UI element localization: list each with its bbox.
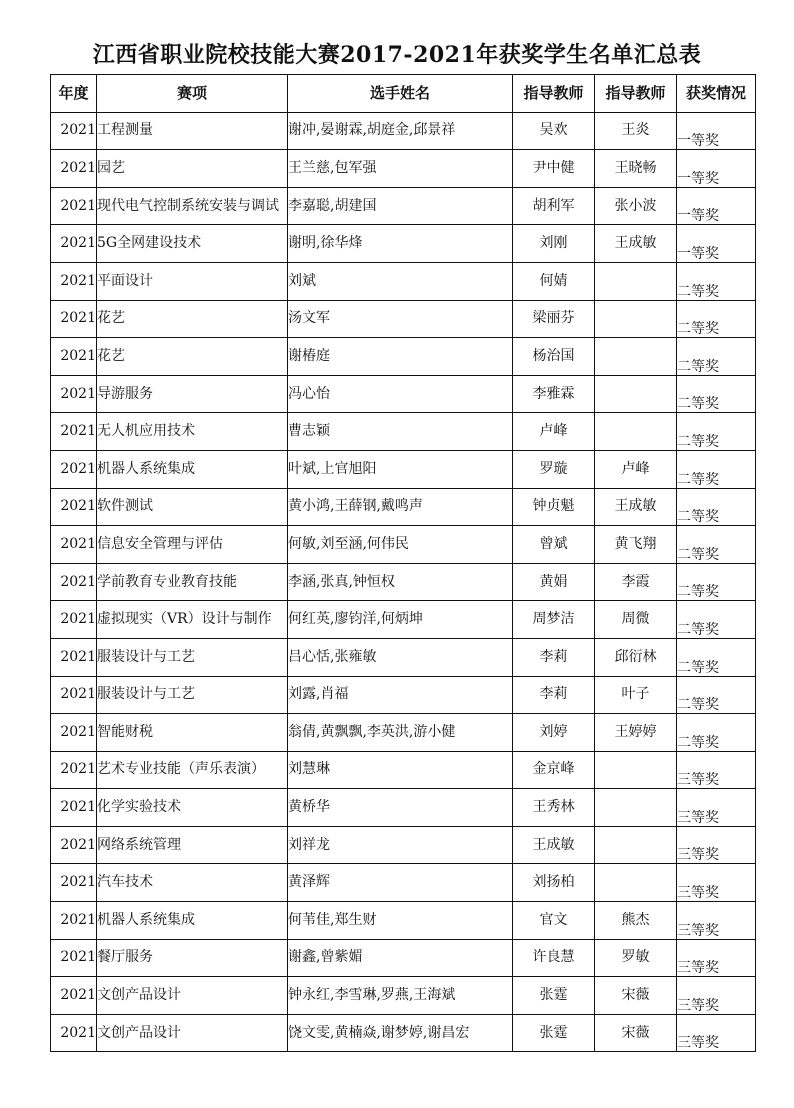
cell-award: 二等奖 [677, 300, 756, 338]
cell-award: 二等奖 [677, 413, 756, 451]
cell-award: 三等奖 [677, 751, 756, 789]
table-row [51, 526, 756, 564]
cell-year: 2021 [51, 300, 97, 338]
cell-names: 刘慧琳 [288, 751, 513, 789]
cell-award: 二等奖 [677, 450, 756, 488]
cell-teacher-1: 杨治国 [513, 338, 595, 376]
page-title: 江西省职业院校技能大赛2017-2021年获奖学生名单汇总表 [92, 42, 702, 68]
cell-teacher-2: 宋薇 [595, 1014, 677, 1052]
cell-year: 2021 [51, 338, 97, 376]
cell-teacher-2: 王炎 [595, 112, 677, 150]
cell-year: 2021 [51, 375, 97, 413]
cell-teacher-1: 许良慧 [513, 939, 595, 977]
cell-event: 网络系统管理 [97, 826, 288, 864]
table-body [51, 112, 756, 1052]
cell-event: 餐厅服务 [97, 939, 288, 977]
cell-teacher-1: 卢峰 [513, 413, 595, 451]
cell-award: 二等奖 [677, 338, 756, 376]
cell-year: 2021 [51, 977, 97, 1015]
cell-year: 2021 [51, 187, 97, 225]
cell-names: 谢鑫,曾紫媚 [288, 939, 513, 977]
cell-award: 一等奖 [677, 225, 756, 263]
table-row [51, 939, 756, 977]
cell-teacher-2 [595, 751, 677, 789]
cell-event: 文创产品设计 [97, 977, 288, 1015]
cell-teacher-2 [595, 789, 677, 827]
header-names: 选手姓名 [288, 75, 513, 113]
header-award: 获奖情况 [677, 75, 756, 113]
cell-year: 2021 [51, 826, 97, 864]
cell-event: 服装设计与工艺 [97, 638, 288, 676]
cell-teacher-2 [595, 338, 677, 376]
cell-names: 谢冲,晏谢霖,胡庭金,邱景祥 [288, 112, 513, 150]
cell-event: 智能财税 [97, 714, 288, 752]
table-row [51, 601, 756, 639]
cell-names: 谢椿庭 [288, 338, 513, 376]
cell-year: 2021 [51, 262, 97, 300]
cell-teacher-1: 刘扬柏 [513, 864, 595, 902]
header-event: 赛项 [97, 75, 288, 113]
cell-teacher-2 [595, 826, 677, 864]
awards-table [50, 74, 756, 1052]
cell-year: 2021 [51, 563, 97, 601]
cell-year: 2021 [51, 488, 97, 526]
cell-teacher-1: 黄娟 [513, 563, 595, 601]
cell-award: 二等奖 [677, 676, 756, 714]
cell-teacher-1: 李莉 [513, 638, 595, 676]
cell-year: 2021 [51, 714, 97, 752]
cell-teacher-1: 钟贞魁 [513, 488, 595, 526]
cell-teacher-1: 王秀林 [513, 789, 595, 827]
table-row [51, 488, 756, 526]
cell-event: 导游服务 [97, 375, 288, 413]
cell-names: 何敏,刘至涵,何伟民 [288, 526, 513, 564]
cell-names: 冯心怡 [288, 375, 513, 413]
cell-event: 机器人系统集成 [97, 450, 288, 488]
cell-year: 2021 [51, 789, 97, 827]
cell-award: 三等奖 [677, 826, 756, 864]
cell-teacher-1: 官文 [513, 902, 595, 940]
cell-teacher-2: 黄飞翔 [595, 526, 677, 564]
cell-teacher-2: 周微 [595, 601, 677, 639]
cell-award: 一等奖 [677, 150, 756, 188]
cell-event: 文创产品设计 [97, 1014, 288, 1052]
cell-names: 黄泽辉 [288, 864, 513, 902]
cell-award: 三等奖 [677, 1014, 756, 1052]
cell-names: 刘斌 [288, 262, 513, 300]
cell-event: 花艺 [97, 300, 288, 338]
table-row [51, 150, 756, 188]
cell-teacher-2: 王晓畅 [595, 150, 677, 188]
table-row [51, 563, 756, 601]
table-row [51, 789, 756, 827]
cell-teacher-1: 张霆 [513, 977, 595, 1015]
cell-names: 黄桥华 [288, 789, 513, 827]
header-row [51, 75, 756, 113]
table-row [51, 977, 756, 1015]
cell-teacher-2 [595, 864, 677, 902]
cell-teacher-2 [595, 262, 677, 300]
cell-teacher-2: 王婷婷 [595, 714, 677, 752]
cell-event: 服装设计与工艺 [97, 676, 288, 714]
table-row [51, 375, 756, 413]
cell-award: 二等奖 [677, 526, 756, 564]
cell-year: 2021 [51, 1014, 97, 1052]
cell-event: 化学实验技术 [97, 789, 288, 827]
cell-names: 饶文雯,黄楠焱,谢梦婷,谢昌宏 [288, 1014, 513, 1052]
cell-award: 二等奖 [677, 262, 756, 300]
cell-event: 汽车技术 [97, 864, 288, 902]
cell-teacher-1: 王成敏 [513, 826, 595, 864]
cell-year: 2021 [51, 902, 97, 940]
cell-event: 现代电气控制系统安装与调试 [97, 187, 288, 225]
cell-names: 吕心恬,张雍敏 [288, 638, 513, 676]
cell-award: 三等奖 [677, 789, 756, 827]
cell-year: 2021 [51, 150, 97, 188]
cell-teacher-2: 宋薇 [595, 977, 677, 1015]
table-row [51, 300, 756, 338]
cell-year: 2021 [51, 864, 97, 902]
cell-award: 三等奖 [677, 939, 756, 977]
cell-teacher-2: 邱衍林 [595, 638, 677, 676]
cell-teacher-1: 周梦洁 [513, 601, 595, 639]
cell-names: 李涵,张真,钟恒权 [288, 563, 513, 601]
cell-teacher-2: 叶子 [595, 676, 677, 714]
cell-teacher-1: 罗璇 [513, 450, 595, 488]
table-row [51, 714, 756, 752]
cell-names: 翁倩,黄飘飘,李英洪,游小健 [288, 714, 513, 752]
cell-year: 2021 [51, 638, 97, 676]
cell-names: 曹志颖 [288, 413, 513, 451]
cell-names: 谢明,徐华烽 [288, 225, 513, 263]
cell-event: 艺术专业技能（声乐表演） [97, 751, 288, 789]
cell-event: 无人机应用技术 [97, 413, 288, 451]
cell-year: 2021 [51, 413, 97, 451]
cell-event: 学前教育专业教育技能 [97, 563, 288, 601]
cell-teacher-2 [595, 300, 677, 338]
cell-teacher-1: 刘刚 [513, 225, 595, 263]
table-row [51, 450, 756, 488]
table-row [51, 676, 756, 714]
cell-teacher-2 [595, 375, 677, 413]
cell-teacher-1: 胡利军 [513, 187, 595, 225]
table-row [51, 262, 756, 300]
cell-year: 2021 [51, 526, 97, 564]
cell-award: 二等奖 [677, 563, 756, 601]
cell-year: 2021 [51, 112, 97, 150]
cell-award: 一等奖 [677, 187, 756, 225]
cell-event: 机器人系统集成 [97, 902, 288, 940]
cell-award: 二等奖 [677, 488, 756, 526]
header-teacher-2: 指导教师 [595, 75, 677, 113]
table-row [51, 826, 756, 864]
table-row [51, 638, 756, 676]
cell-award: 三等奖 [677, 977, 756, 1015]
cell-teacher-1: 曾斌 [513, 526, 595, 564]
cell-names: 王兰慈,包军强 [288, 150, 513, 188]
cell-award: 三等奖 [677, 902, 756, 940]
table-row [51, 1014, 756, 1052]
table-row [51, 902, 756, 940]
cell-teacher-2 [595, 413, 677, 451]
cell-names: 何红英,廖钧洋,何炳坤 [288, 601, 513, 639]
cell-year: 2021 [51, 751, 97, 789]
cell-award: 一等奖 [677, 112, 756, 150]
cell-names: 钟永红,李雪琳,罗燕,王海斌 [288, 977, 513, 1015]
cell-teacher-2: 王成敏 [595, 488, 677, 526]
cell-teacher-1: 张霆 [513, 1014, 595, 1052]
cell-teacher-2: 张小波 [595, 187, 677, 225]
cell-award: 二等奖 [677, 375, 756, 413]
table-row [51, 413, 756, 451]
cell-year: 2021 [51, 225, 97, 263]
cell-year: 2021 [51, 450, 97, 488]
cell-names: 刘露,肖福 [288, 676, 513, 714]
header-year: 年度 [51, 75, 97, 113]
cell-teacher-1: 李雅霖 [513, 375, 595, 413]
cell-event: 工程测量 [97, 112, 288, 150]
table-row [51, 187, 756, 225]
cell-names: 李嘉聪,胡建国 [288, 187, 513, 225]
cell-teacher-1: 吴欢 [513, 112, 595, 150]
cell-event: 园艺 [97, 150, 288, 188]
header-teacher-1: 指导教师 [513, 75, 595, 113]
cell-names: 刘祥龙 [288, 826, 513, 864]
cell-award: 二等奖 [677, 601, 756, 639]
cell-teacher-2: 罗敏 [595, 939, 677, 977]
cell-teacher-1: 李莉 [513, 676, 595, 714]
cell-names: 黄小鸿,王薛钢,戴鸣声 [288, 488, 513, 526]
cell-names: 叶斌,上官旭阳 [288, 450, 513, 488]
cell-event: 信息安全管理与评估 [97, 526, 288, 564]
cell-event: 虚拟现实（VR）设计与制作 [97, 601, 288, 639]
cell-year: 2021 [51, 939, 97, 977]
cell-teacher-2: 卢峰 [595, 450, 677, 488]
cell-teacher-2: 李霞 [595, 563, 677, 601]
cell-event: 5G全网建设技术 [97, 225, 288, 263]
cell-names: 汤文军 [288, 300, 513, 338]
cell-award: 三等奖 [677, 864, 756, 902]
cell-event: 软件测试 [97, 488, 288, 526]
cell-event: 花艺 [97, 338, 288, 376]
cell-year: 2021 [51, 676, 97, 714]
cell-event: 平面设计 [97, 262, 288, 300]
cell-teacher-1: 何婧 [513, 262, 595, 300]
table-row [51, 751, 756, 789]
table-row [51, 112, 756, 150]
cell-award: 二等奖 [677, 714, 756, 752]
cell-teacher-2: 王成敏 [595, 225, 677, 263]
cell-teacher-2: 熊杰 [595, 902, 677, 940]
cell-teacher-1: 金京峰 [513, 751, 595, 789]
cell-teacher-1: 尹中健 [513, 150, 595, 188]
cell-teacher-1: 梁丽芬 [513, 300, 595, 338]
cell-teacher-1: 刘婷 [513, 714, 595, 752]
table-row [51, 225, 756, 263]
cell-names: 何苇佳,郑生财 [288, 902, 513, 940]
table-row [51, 338, 756, 376]
cell-year: 2021 [51, 601, 97, 639]
cell-award: 二等奖 [677, 638, 756, 676]
table-row [51, 864, 756, 902]
